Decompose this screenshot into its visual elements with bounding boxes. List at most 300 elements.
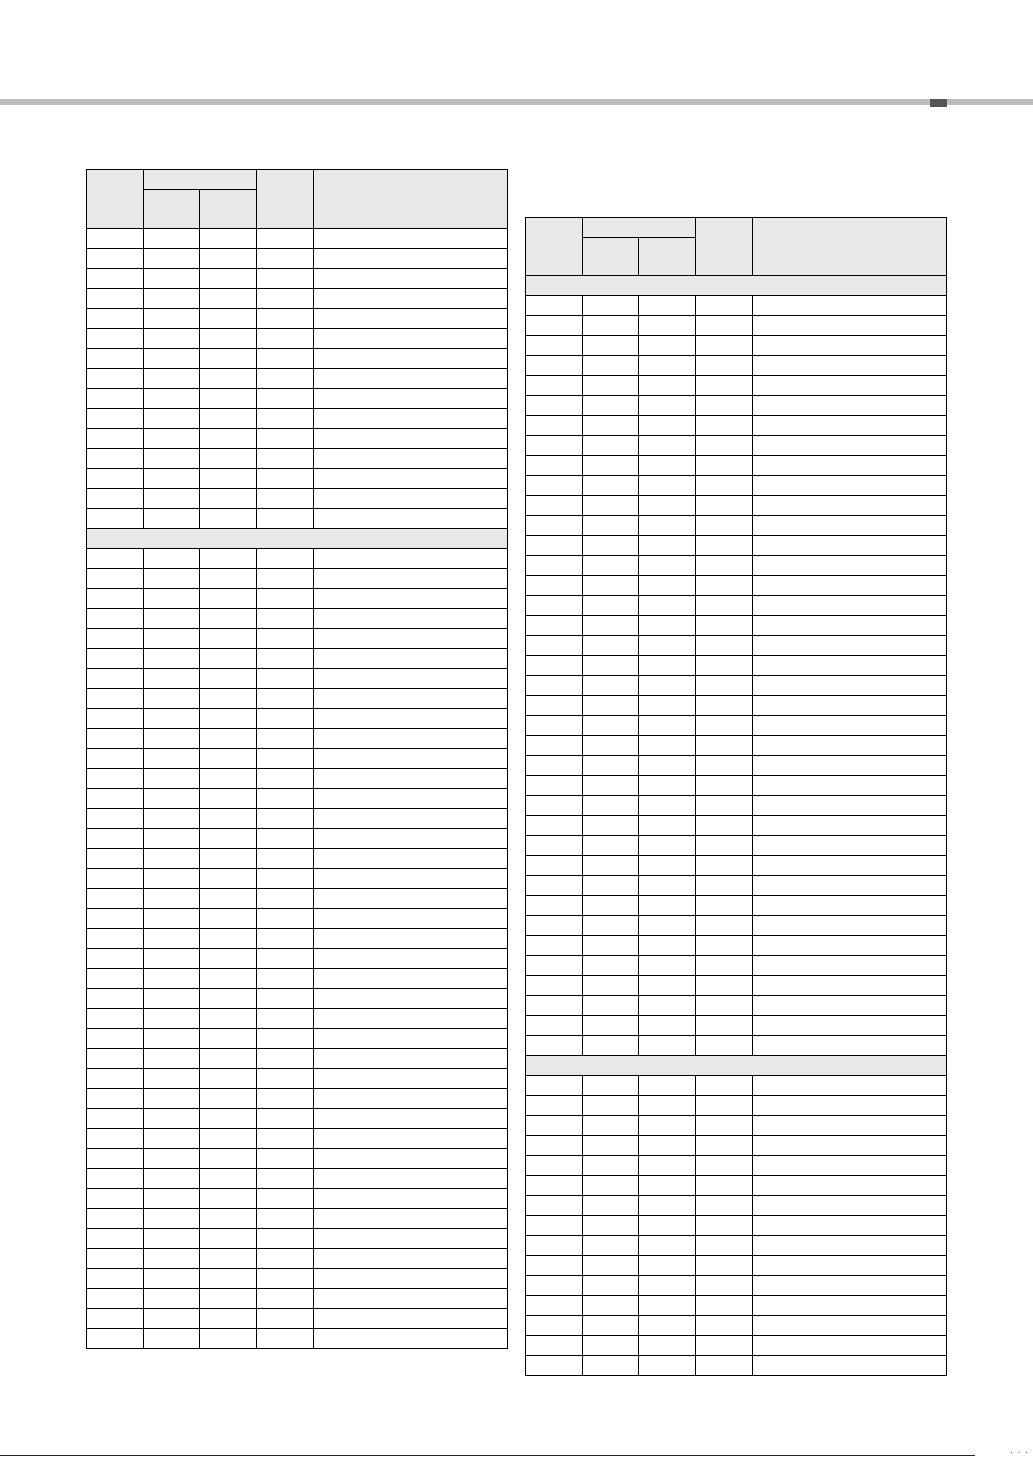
table-cell [87, 1109, 144, 1129]
table-cell [87, 1049, 144, 1069]
table-cell [87, 1289, 144, 1309]
table-row [87, 689, 508, 709]
table-cell [753, 436, 947, 456]
table-cell [753, 996, 947, 1016]
table-cell [583, 916, 639, 936]
table-cell [314, 1129, 508, 1149]
table-cell [87, 769, 144, 789]
table-cell [314, 949, 508, 969]
table-cell [526, 1336, 583, 1356]
table-cell [639, 856, 696, 876]
table-cell [639, 1276, 696, 1296]
table-cell [257, 589, 314, 609]
table-cell [87, 869, 144, 889]
table-cell [526, 416, 583, 436]
table-cell [753, 1216, 947, 1236]
table-row [87, 1309, 508, 1329]
table-cell [583, 896, 639, 916]
table-cell [639, 816, 696, 836]
table-cell [583, 376, 639, 396]
header-cell-group [583, 218, 696, 238]
table-cell [526, 1016, 583, 1036]
header-cell-col4 [257, 170, 314, 229]
table-cell [526, 1316, 583, 1336]
table-row [526, 736, 947, 756]
table-cell [314, 1169, 508, 1189]
table-cell [639, 1216, 696, 1236]
table-cell [639, 336, 696, 356]
table-cell [639, 1116, 696, 1136]
table-row [87, 1329, 508, 1349]
table-cell [257, 729, 314, 749]
header-cell-sub1 [144, 190, 200, 229]
table-cell [753, 896, 947, 916]
table-cell [583, 736, 639, 756]
table-cell [583, 1356, 639, 1376]
table-cell [696, 636, 753, 656]
table-cell [314, 849, 508, 869]
table-row [87, 1129, 508, 1149]
table-cell [87, 969, 144, 989]
table-cell [526, 376, 583, 396]
table-row [526, 1096, 947, 1116]
table-cell [144, 709, 200, 729]
table-cell [639, 356, 696, 376]
table-cell [87, 749, 144, 769]
table-cell [583, 356, 639, 376]
table-row [526, 1116, 947, 1136]
table-row [526, 636, 947, 656]
table-row [87, 1109, 508, 1129]
table-cell [200, 1309, 257, 1329]
table-cell [696, 1116, 753, 1136]
table-cell [583, 496, 639, 516]
table-cell [526, 876, 583, 896]
table-row [87, 1229, 508, 1249]
table-cell [87, 289, 144, 309]
table-cell [200, 569, 257, 589]
table-cell [583, 1256, 639, 1276]
table-cell [257, 549, 314, 569]
table-cell [753, 1256, 947, 1276]
table-cell [753, 1016, 947, 1036]
table-cell [526, 576, 583, 596]
table-row [87, 549, 508, 569]
table-cell [314, 1009, 508, 1029]
table-cell [314, 929, 508, 949]
table-cell [526, 456, 583, 476]
table-row [87, 1089, 508, 1109]
table-cell [257, 1109, 314, 1129]
table-cell [753, 716, 947, 736]
table-cell [257, 369, 314, 389]
table-cell [639, 296, 696, 316]
table-cell [314, 1089, 508, 1109]
table-cell [257, 1289, 314, 1309]
table-cell [526, 1136, 583, 1156]
table-cell [753, 1076, 947, 1096]
table-cell [200, 689, 257, 709]
table-row [87, 669, 508, 689]
table-cell [314, 449, 508, 469]
table-cell [200, 1249, 257, 1269]
table-cell [257, 769, 314, 789]
table-cell [144, 229, 200, 249]
table-cell [639, 1236, 696, 1256]
table-cell [257, 249, 314, 269]
table-cell [696, 756, 753, 776]
table-row [87, 909, 508, 929]
table-cell [200, 769, 257, 789]
table-cell [753, 1196, 947, 1216]
table-cell [87, 1309, 144, 1329]
table-cell [144, 249, 200, 269]
table-cell [696, 1256, 753, 1276]
table-cell [200, 1069, 257, 1089]
table-cell [696, 496, 753, 516]
table-cell [200, 349, 257, 369]
table-row [526, 1176, 947, 1196]
section-header-row [87, 529, 508, 549]
table-cell [200, 449, 257, 469]
table-cell [753, 1316, 947, 1336]
table-cell [639, 1296, 696, 1316]
table-row [526, 516, 947, 536]
table-cell [526, 1356, 583, 1376]
table-cell [87, 629, 144, 649]
table-cell [753, 296, 947, 316]
table-cell [526, 696, 583, 716]
table-cell [314, 1269, 508, 1289]
table-cell [639, 1076, 696, 1096]
table-row [526, 996, 947, 1016]
table-row [526, 556, 947, 576]
table-cell [696, 1176, 753, 1196]
table-cell [583, 316, 639, 336]
table-cell [144, 569, 200, 589]
table-cell [257, 449, 314, 469]
table-row [87, 769, 508, 789]
table-row [87, 429, 508, 449]
table-cell [144, 489, 200, 509]
table-cell [753, 1296, 947, 1316]
table-cell [583, 536, 639, 556]
section-header-cell [526, 276, 947, 296]
table-cell [257, 1029, 314, 1049]
table-row [87, 1049, 508, 1069]
table-cell [257, 829, 314, 849]
table-cell [257, 909, 314, 929]
table-cell [200, 509, 257, 529]
table-cell [87, 569, 144, 589]
table-cell [526, 1096, 583, 1116]
table-cell [583, 456, 639, 476]
table-cell [583, 776, 639, 796]
header-rule [0, 99, 1033, 105]
table-row [87, 629, 508, 649]
table-cell [257, 1209, 314, 1229]
table-cell [200, 829, 257, 849]
table-cell [257, 629, 314, 649]
table-cell [144, 1109, 200, 1129]
table-cell [696, 556, 753, 576]
table-row [526, 1216, 947, 1236]
table-cell [200, 549, 257, 569]
table-row [526, 856, 947, 876]
table-cell [200, 929, 257, 949]
table-cell [526, 676, 583, 696]
table-cell [639, 436, 696, 456]
table-cell [144, 1149, 200, 1169]
table-cell [753, 696, 947, 716]
header-cell-sub1 [583, 238, 639, 276]
table-row [87, 269, 508, 289]
table-cell [753, 496, 947, 516]
table-cell [639, 456, 696, 476]
table-cell [696, 1216, 753, 1236]
table-cell [526, 536, 583, 556]
table-cell [257, 689, 314, 709]
table-row [526, 1196, 947, 1216]
table-cell [526, 976, 583, 996]
table-cell [696, 1336, 753, 1356]
table-cell [583, 596, 639, 616]
table-cell [753, 796, 947, 816]
table-cell [200, 1209, 257, 1229]
table-row [87, 229, 508, 249]
table-cell [696, 836, 753, 856]
table-cell [583, 336, 639, 356]
table-cell [583, 836, 639, 856]
table-row [526, 956, 947, 976]
table-cell [144, 1229, 200, 1249]
table-cell [583, 856, 639, 876]
table-cell [87, 1069, 144, 1089]
table-cell [257, 789, 314, 809]
table-cell [314, 409, 508, 429]
table-cell [144, 969, 200, 989]
table-cell [87, 1329, 144, 1349]
table-cell [639, 796, 696, 816]
table-cell [639, 596, 696, 616]
table-cell [87, 829, 144, 849]
table-cell [87, 349, 144, 369]
table-cell [144, 429, 200, 449]
header-cell-col4 [696, 218, 753, 276]
data-table-right [525, 217, 947, 1376]
table-cell [583, 636, 639, 656]
table-cell [753, 1116, 947, 1136]
table-cell [200, 409, 257, 429]
table-row [526, 336, 947, 356]
table-cell [314, 489, 508, 509]
table-row [526, 836, 947, 856]
table-cell [583, 816, 639, 836]
table-cell [87, 1169, 144, 1189]
table-cell [144, 1289, 200, 1309]
table-cell [696, 736, 753, 756]
table-cell [257, 389, 314, 409]
table-cell [696, 1356, 753, 1376]
table-cell [753, 816, 947, 836]
table-cell [583, 936, 639, 956]
table-cell [87, 1269, 144, 1289]
table-row [87, 1149, 508, 1169]
table-cell [753, 556, 947, 576]
table-cell [639, 576, 696, 596]
table-cell [314, 1189, 508, 1209]
table-cell [583, 1296, 639, 1316]
table-header-row [87, 170, 508, 190]
table-cell [144, 689, 200, 709]
table-cell [526, 956, 583, 976]
table-cell [526, 796, 583, 816]
table-cell [639, 916, 696, 936]
table-cell [200, 309, 257, 329]
table-cell [314, 769, 508, 789]
table-cell [144, 649, 200, 669]
table-row [526, 676, 947, 696]
table-cell [144, 289, 200, 309]
table-row [526, 876, 947, 896]
table-cell [696, 416, 753, 436]
table-cell [639, 1176, 696, 1196]
table-cell [200, 1129, 257, 1149]
table-cell [144, 909, 200, 929]
table-row [87, 509, 508, 529]
table-cell [87, 229, 144, 249]
table-row [526, 796, 947, 816]
table-cell [257, 349, 314, 369]
table-cell [639, 636, 696, 656]
table-cell [526, 396, 583, 416]
table-cell [696, 376, 753, 396]
table-cell [314, 1069, 508, 1089]
table-cell [526, 616, 583, 636]
table-cell [87, 889, 144, 909]
table-cell [144, 1069, 200, 1089]
table-cell [257, 989, 314, 1009]
table-cell [696, 536, 753, 556]
table-cell [314, 349, 508, 369]
table-cell [200, 469, 257, 489]
table-cell [200, 909, 257, 929]
table-row [87, 309, 508, 329]
table-cell [257, 1129, 314, 1149]
table-cell [639, 656, 696, 676]
table-cell [200, 229, 257, 249]
table-cell [257, 969, 314, 989]
table-cell [526, 436, 583, 456]
table-cell [257, 1309, 314, 1329]
table-cell [144, 989, 200, 1009]
table-row [526, 656, 947, 676]
table-cell [639, 756, 696, 776]
table-cell [639, 516, 696, 536]
table-cell [144, 1189, 200, 1209]
table-cell [753, 416, 947, 436]
table-row [526, 316, 947, 336]
table-cell [583, 716, 639, 736]
table-cell [753, 956, 947, 976]
table-cell [526, 1276, 583, 1296]
table-row [526, 296, 947, 316]
table-cell [526, 896, 583, 916]
table-row [87, 889, 508, 909]
table-cell [753, 876, 947, 896]
table-cell [314, 669, 508, 689]
table-cell [583, 756, 639, 776]
table-cell [696, 976, 753, 996]
table-cell [696, 1296, 753, 1316]
header-cell-sub2 [200, 190, 257, 229]
table-cell [87, 1229, 144, 1249]
table-cell [583, 1316, 639, 1336]
table-cell [526, 1236, 583, 1256]
table-cell [696, 816, 753, 836]
table-row [526, 1136, 947, 1156]
table-row [526, 496, 947, 516]
table-cell [314, 509, 508, 529]
table-cell [696, 796, 753, 816]
table-cell [200, 869, 257, 889]
table-cell [314, 629, 508, 649]
table-cell [753, 656, 947, 676]
table-cell [200, 1089, 257, 1109]
table-cell [200, 1149, 257, 1169]
table-cell [639, 976, 696, 996]
table-cell [144, 629, 200, 649]
table-row [526, 356, 947, 376]
table-cell [257, 1249, 314, 1269]
header-cell-col5 [753, 218, 947, 276]
table-cell [144, 1029, 200, 1049]
table-cell [314, 1109, 508, 1129]
table-cell [87, 989, 144, 1009]
table-cell [639, 1336, 696, 1356]
table-cell [696, 396, 753, 416]
table-row [87, 469, 508, 489]
table-row [526, 1336, 947, 1356]
table-cell [314, 549, 508, 569]
table-cell [526, 516, 583, 536]
table-cell [144, 1329, 200, 1349]
header-cell-col1 [526, 218, 583, 276]
table-cell [526, 656, 583, 676]
table-cell [87, 849, 144, 869]
table-cell [87, 709, 144, 729]
table-cell [696, 1096, 753, 1116]
table-cell [144, 309, 200, 329]
table-cell [200, 1029, 257, 1049]
table-cell [200, 429, 257, 449]
table-cell [87, 1029, 144, 1049]
table-cell [200, 1189, 257, 1209]
table-row [87, 929, 508, 949]
table-cell [200, 1229, 257, 1249]
table-cell [583, 656, 639, 676]
table-cell [87, 489, 144, 509]
table-cell [639, 416, 696, 436]
table-cell [753, 1096, 947, 1116]
table-cell [200, 1169, 257, 1189]
table-cell [314, 689, 508, 709]
table-cell [257, 949, 314, 969]
table-cell [87, 509, 144, 529]
table-cell [87, 1249, 144, 1269]
table-row [87, 849, 508, 869]
table-cell [753, 1276, 947, 1296]
